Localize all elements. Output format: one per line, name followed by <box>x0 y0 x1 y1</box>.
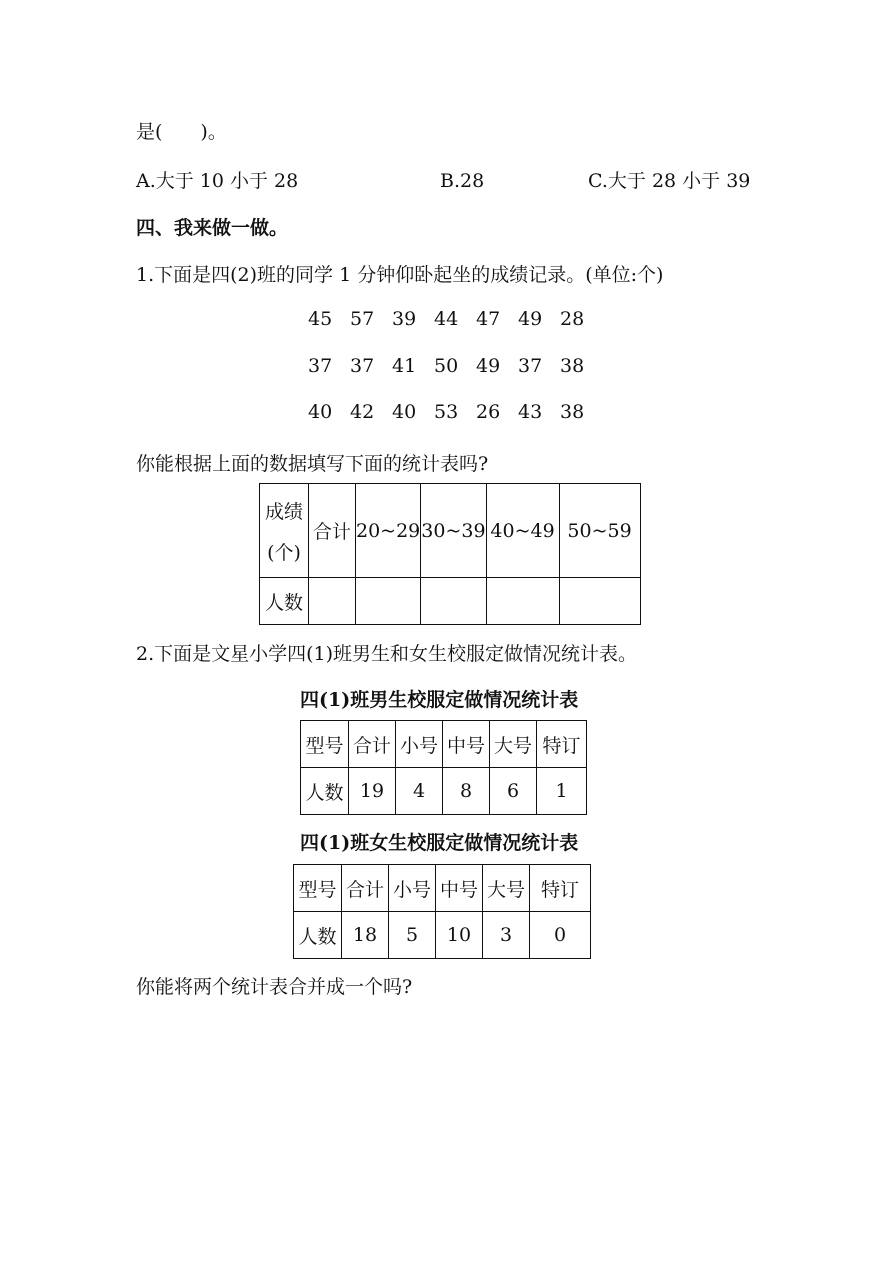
data-value: 28 <box>560 308 585 330</box>
option-b: B.28 <box>440 170 485 192</box>
section-heading: 四、我来做一做。 <box>136 217 289 239</box>
data-value: 39 <box>392 308 417 330</box>
data-value: 38 <box>560 355 585 377</box>
column-header: 小号 <box>396 721 443 768</box>
data-value: 53 <box>434 401 459 423</box>
value-cell: 10 <box>436 912 483 959</box>
column-header: 合计 <box>342 865 389 912</box>
question-2-prompt: 你能将两个统计表合并成一个吗? <box>136 976 413 998</box>
data-value: 49 <box>476 355 501 377</box>
column-header: 大号 <box>490 721 537 768</box>
value-cell: 3 <box>483 912 530 959</box>
value-cell: 5 <box>389 912 436 959</box>
header-label-line2: (个) <box>267 541 301 564</box>
value-cell: 1 <box>537 768 587 815</box>
answer-cell[interactable] <box>486 578 559 625</box>
data-row-2 <box>308 354 602 378</box>
column-header: 40~49 <box>486 484 559 578</box>
column-header: 大号 <box>483 865 530 912</box>
question-2-text: 2.下面是文星小学四(1)班男生和女生校服定做情况统计表。 <box>136 643 638 665</box>
data-value: 49 <box>518 308 543 330</box>
value-cell: 6 <box>490 768 537 815</box>
answer-cell[interactable] <box>559 578 640 625</box>
data-value: 57 <box>350 308 375 330</box>
data-row-3 <box>308 400 602 424</box>
answer-cell[interactable] <box>356 578 421 625</box>
score-stat-table <box>259 483 641 625</box>
row-label: 人数 <box>260 578 309 625</box>
data-value: 44 <box>434 308 459 330</box>
option-c: C.大于 28 小于 39 <box>588 170 751 192</box>
value-cell: 19 <box>349 768 396 815</box>
data-value: 45 <box>308 308 333 330</box>
header-label: 型号 <box>301 721 349 768</box>
data-value: 47 <box>476 308 501 330</box>
column-header: 20~29 <box>356 484 421 578</box>
data-value: 50 <box>434 355 459 377</box>
data-value: 37 <box>350 355 375 377</box>
answer-cell[interactable] <box>421 578 486 625</box>
column-header: 中号 <box>436 865 483 912</box>
column-header: 30~39 <box>421 484 486 578</box>
column-header: 特订 <box>537 721 587 768</box>
value-cell: 0 <box>530 912 591 959</box>
column-header: 合计 <box>349 721 396 768</box>
question-continuation: 是( )。 <box>136 121 227 143</box>
header-label-line1: 成绩 <box>264 500 303 523</box>
value-cell: 8 <box>443 768 490 815</box>
header-label: 型号 <box>294 865 342 912</box>
data-value: 38 <box>560 401 585 423</box>
data-value: 43 <box>518 401 543 423</box>
data-value: 40 <box>308 401 333 423</box>
boys-uniform-table <box>300 720 587 815</box>
column-header: 小号 <box>389 865 436 912</box>
header-label-cell <box>260 484 309 578</box>
data-value: 37 <box>518 355 543 377</box>
data-value: 41 <box>392 355 417 377</box>
column-header: 中号 <box>443 721 490 768</box>
data-value: 40 <box>392 401 417 423</box>
column-header: 合计 <box>309 484 356 578</box>
value-cell: 18 <box>342 912 389 959</box>
answer-cell[interactable] <box>309 578 356 625</box>
data-value: 37 <box>308 355 333 377</box>
column-header: 50~59 <box>559 484 640 578</box>
data-value: 42 <box>350 401 375 423</box>
option-a: A.大于 10 小于 28 <box>136 170 299 192</box>
question-1-text: 1.下面是四(2)班的同学 1 分钟仰卧起坐的成绩记录。(单位:个) <box>136 264 664 286</box>
data-row-1 <box>308 307 602 331</box>
data-value: 26 <box>476 401 501 423</box>
row-label: 人数 <box>301 768 349 815</box>
girls-uniform-table <box>293 864 591 959</box>
boys-table-title: 四(1)班男生校服定做情况统计表 <box>300 689 579 711</box>
question-1-prompt: 你能根据上面的数据填写下面的统计表吗? <box>136 453 489 475</box>
value-cell: 4 <box>396 768 443 815</box>
column-header: 特订 <box>530 865 591 912</box>
row-label: 人数 <box>294 912 342 959</box>
girls-table-title: 四(1)班女生校服定做情况统计表 <box>300 832 579 854</box>
